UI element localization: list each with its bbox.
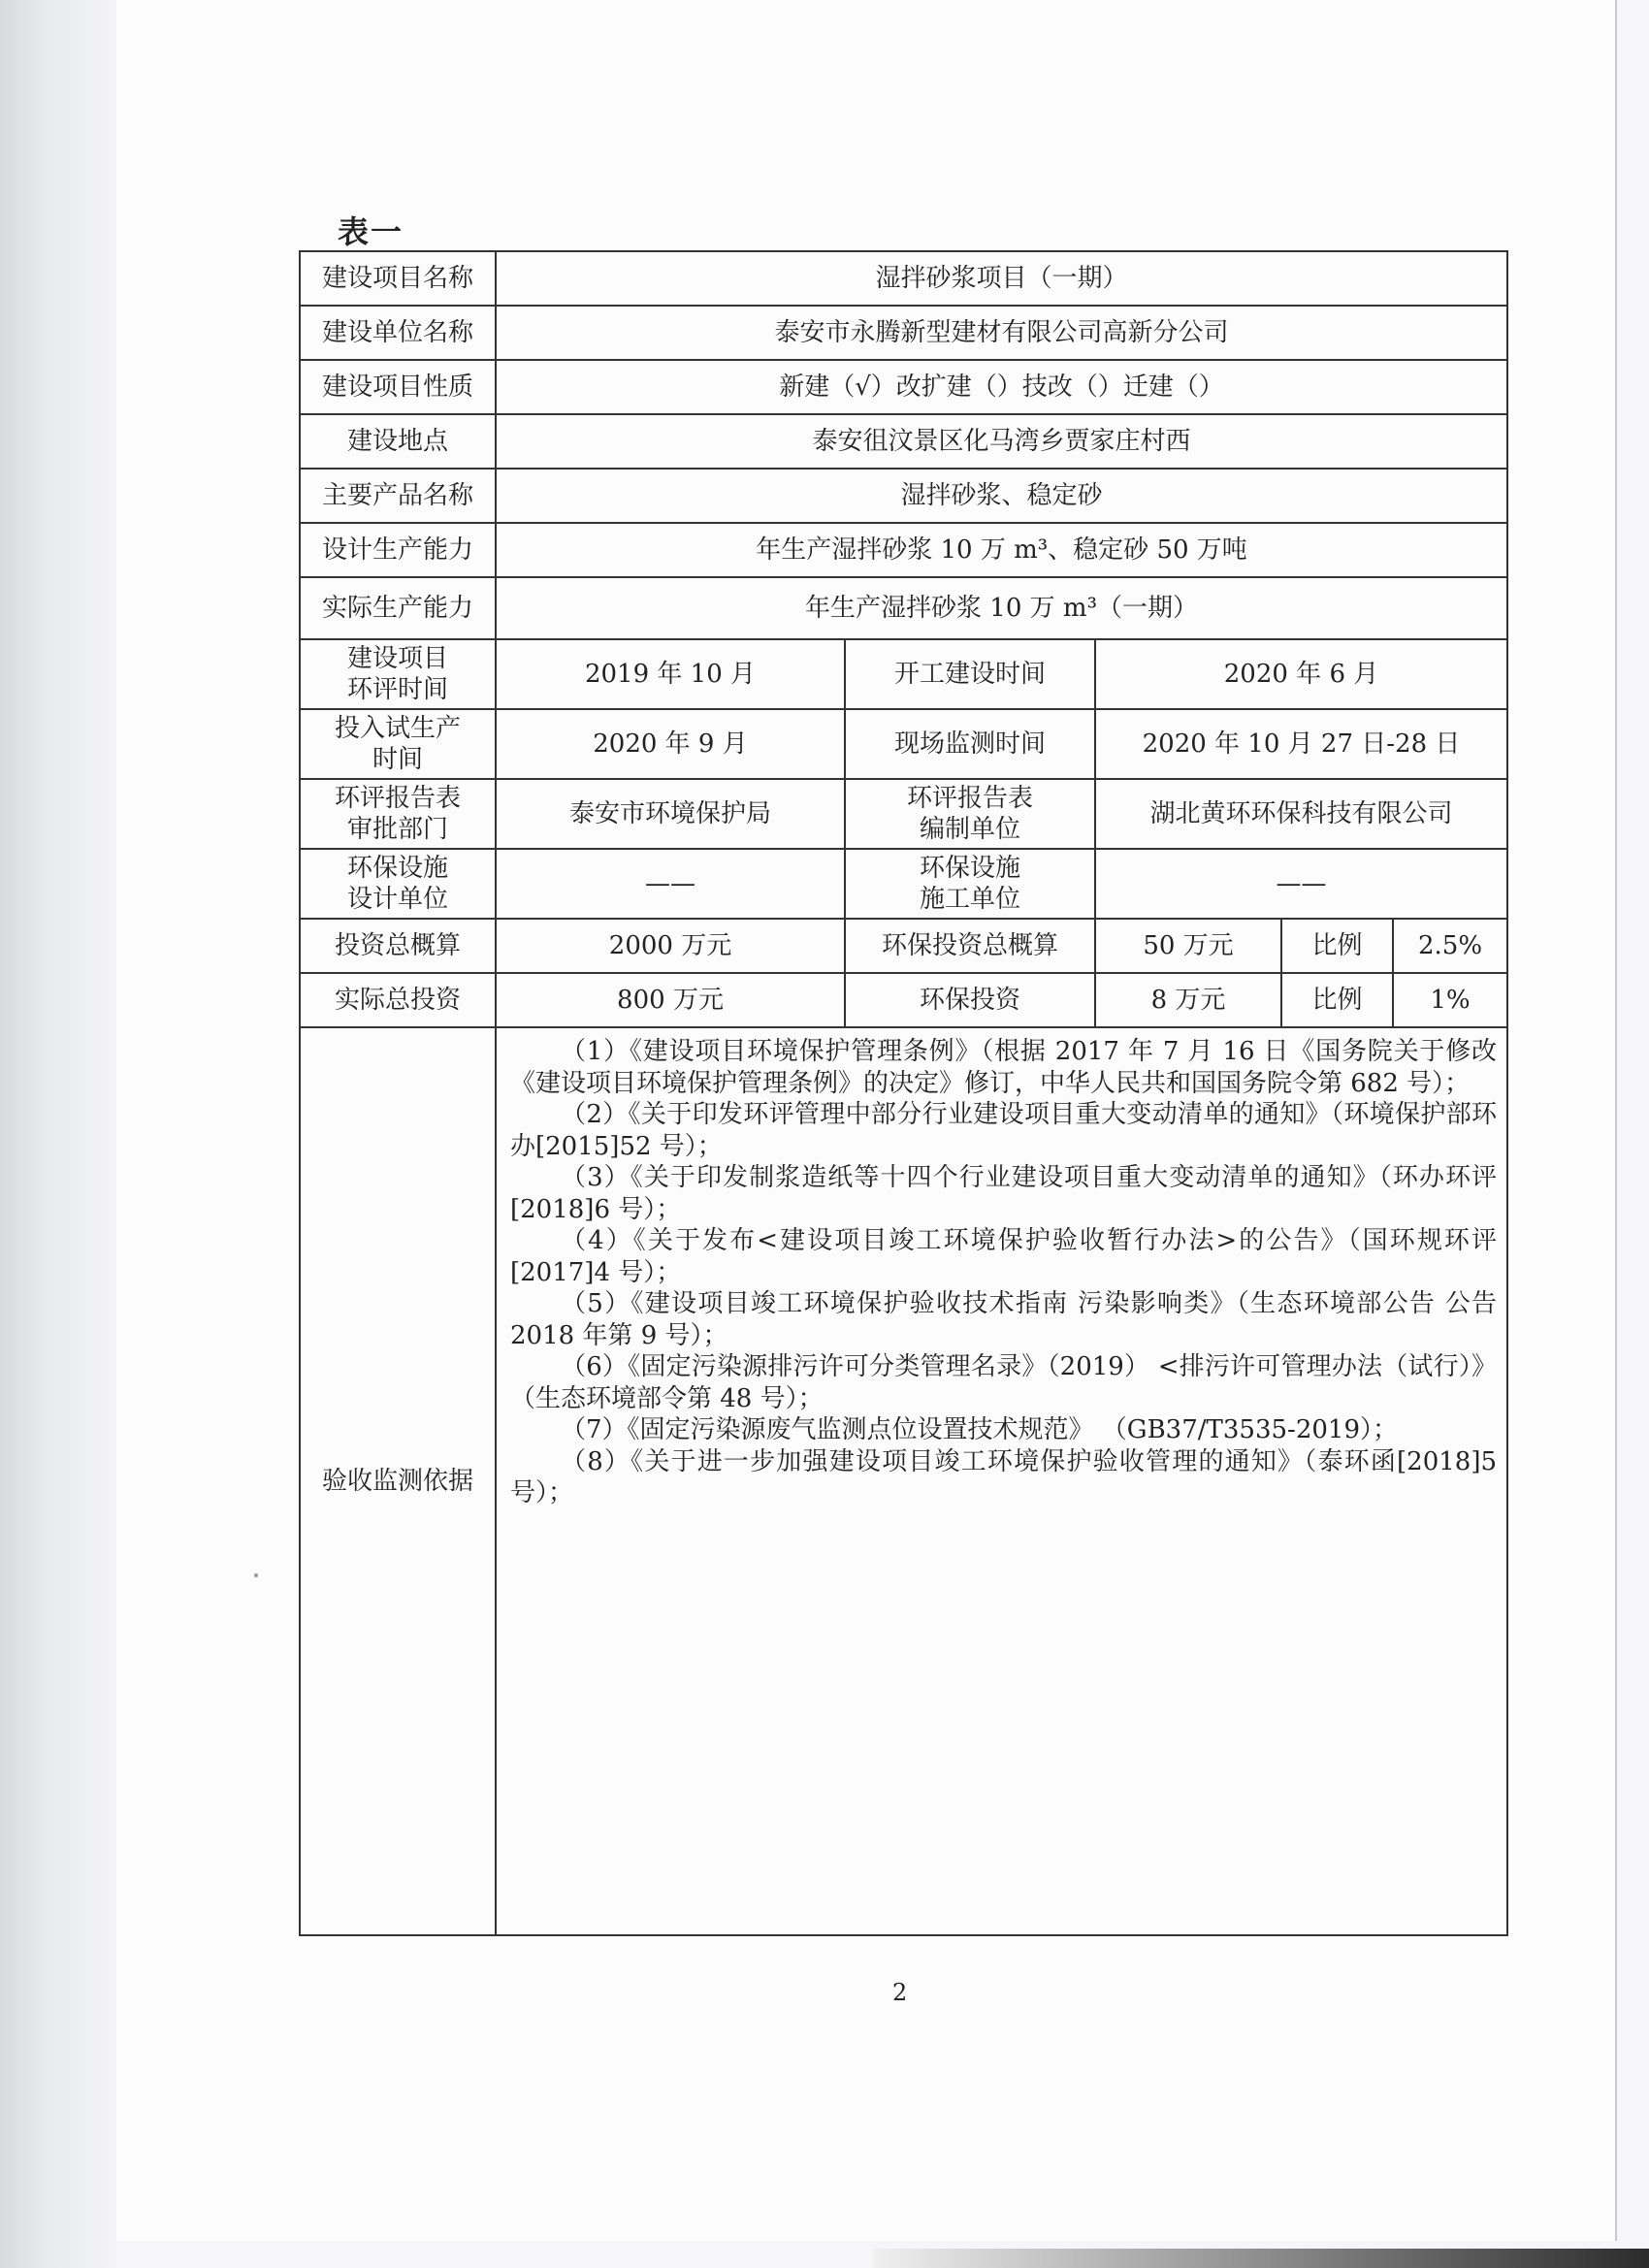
row-label: 设计生产能力 [300,523,496,577]
row-label: 环保设施 施工单位 [845,849,1095,919]
row-label: 开工建设时间 [845,639,1095,709]
report-author-value: 湖北黄环环保科技有限公司 [1095,779,1507,849]
table-row [300,849,1507,919]
table-row [300,973,1507,1027]
basis-item: （8）《关于进一步加强建设项目竣工环境保护验收管理的通知》（泰环函[2018]5 号）； [510,1446,1498,1507]
scanner-margin [0,0,116,2268]
approval-dept-value: 泰安市环境保护局 [496,779,845,849]
basis-item: （5）《建设项目竣工环境保护验收技术指南 污染影响类》（生态环境部公告 公告 2018 年第 9 号）； [510,1289,1498,1350]
row-label: 环保投资总概算 [845,919,1095,973]
ratio-label: 比例 [1281,919,1393,973]
scan-shadow [873,2249,1649,2268]
row-label: 环评报告表 编制单位 [845,779,1095,849]
row-label: 投资总概算 [300,919,496,973]
table-row [300,414,1507,469]
row-label: 建设项目性质 [300,360,496,414]
env-invest-value: 8 万元 [1095,973,1281,1027]
row-label: 实际生产能力 [300,577,496,639]
ratio-value: 2.5% [1393,919,1507,973]
table-row [300,360,1507,414]
scan-speck [254,1573,258,1577]
construction-start-value: 2020 年 6 月 [1095,639,1507,709]
basis-label: 验收监测依据 [300,1027,496,1935]
budget-value: 2000 万元 [496,919,845,973]
eia-time-value: 2019 年 10 月 [496,639,845,709]
basis-item: （7）《固定污染源废气监测点位设置技术规范》 （GB37/T3535-2019）； [561,1415,1398,1444]
row-label: 建设单位名称 [300,306,496,360]
table-row [300,577,1507,639]
env-budget-value: 50 万元 [1095,919,1281,973]
table-row [300,639,1507,709]
row-label: 主要产品名称 [300,469,496,523]
table-row [300,779,1507,849]
monitoring-time-value: 2020 年 10 月 27 日-28 日 [1095,709,1507,779]
project-nature-value: 新建（√）改扩建（）技改（）迁建（） [496,360,1507,414]
actual-invest-value: 800 万元 [496,973,845,1027]
basis-item: （4）《关于发布<建设项目竣工环境保护验收暂行办法>的公告》（国环规环评[2017]4 号）； [510,1226,1498,1287]
row-label: 实际总投资 [300,973,496,1027]
trial-production-value: 2020 年 9 月 [496,709,845,779]
row-label: 建设地点 [300,414,496,469]
product-value: 湿拌砂浆、稳定砂 [496,469,1507,523]
row-label: 建设项目名称 [300,251,496,306]
row-label: 环保设施 设计单位 [300,849,496,919]
basis-item: （3）《关于印发制浆造纸等十四个行业建设项目重大变动清单的通知》（环办环评[2018]6 号）； [510,1163,1498,1224]
basis-item: （6）《固定污染源排污许可分类管理名录》（2019） <排污许可管理办法（试行）》（生态环境部令第 48 号）； [510,1352,1498,1413]
env-design-unit-value: —— [496,849,845,919]
basis-item: （1）《建设项目环境保护管理条例》（根据 2017 年 7 月 16 日《国务院关于修改《建设项目环境保护管理条例》的决定》修订，中华人民共和国国务院令第 682 号）； [510,1037,1498,1098]
page-number: 2 [892,1979,908,2006]
project-name-value: 湿拌砂浆项目（一期） [496,251,1507,306]
row-label: 环评报告表 审批部门 [300,779,496,849]
env-construction-unit-value: —— [1095,849,1507,919]
ratio-label: 比例 [1281,973,1393,1027]
ratio-value: 1% [1393,973,1507,1027]
table-row [300,251,1507,306]
table-row [300,469,1507,523]
table-row [300,1027,1507,1935]
table-title: 表一 [338,213,404,250]
unit-name-value: 泰安市永腾新型建材有限公司高新分公司 [496,306,1507,360]
row-label: 现场监测时间 [845,709,1095,779]
basis-item: （2）《关于印发环评管理中部分行业建设项目重大变动清单的通知》（环境保护部环办[2015]52 号）； [510,1100,1498,1161]
table-row [300,709,1507,779]
row-label: 环保投资 [845,973,1095,1027]
actual-capacity-value: 年生产湿拌砂浆 10 万 m³（一期） [496,577,1507,639]
table-row [300,523,1507,577]
project-info-table [299,250,1508,1936]
design-capacity-value: 年生产湿拌砂浆 10 万 m³、稳定砂 50 万吨 [496,523,1507,577]
table-row [300,306,1507,360]
row-label: 投入试生产 时间 [300,709,496,779]
basis-content [496,1027,1507,1935]
location-value: 泰安徂汶景区化马湾乡贾家庄村西 [496,414,1507,469]
table-row [300,919,1507,973]
row-label: 建设项目 环评时间 [300,639,496,709]
